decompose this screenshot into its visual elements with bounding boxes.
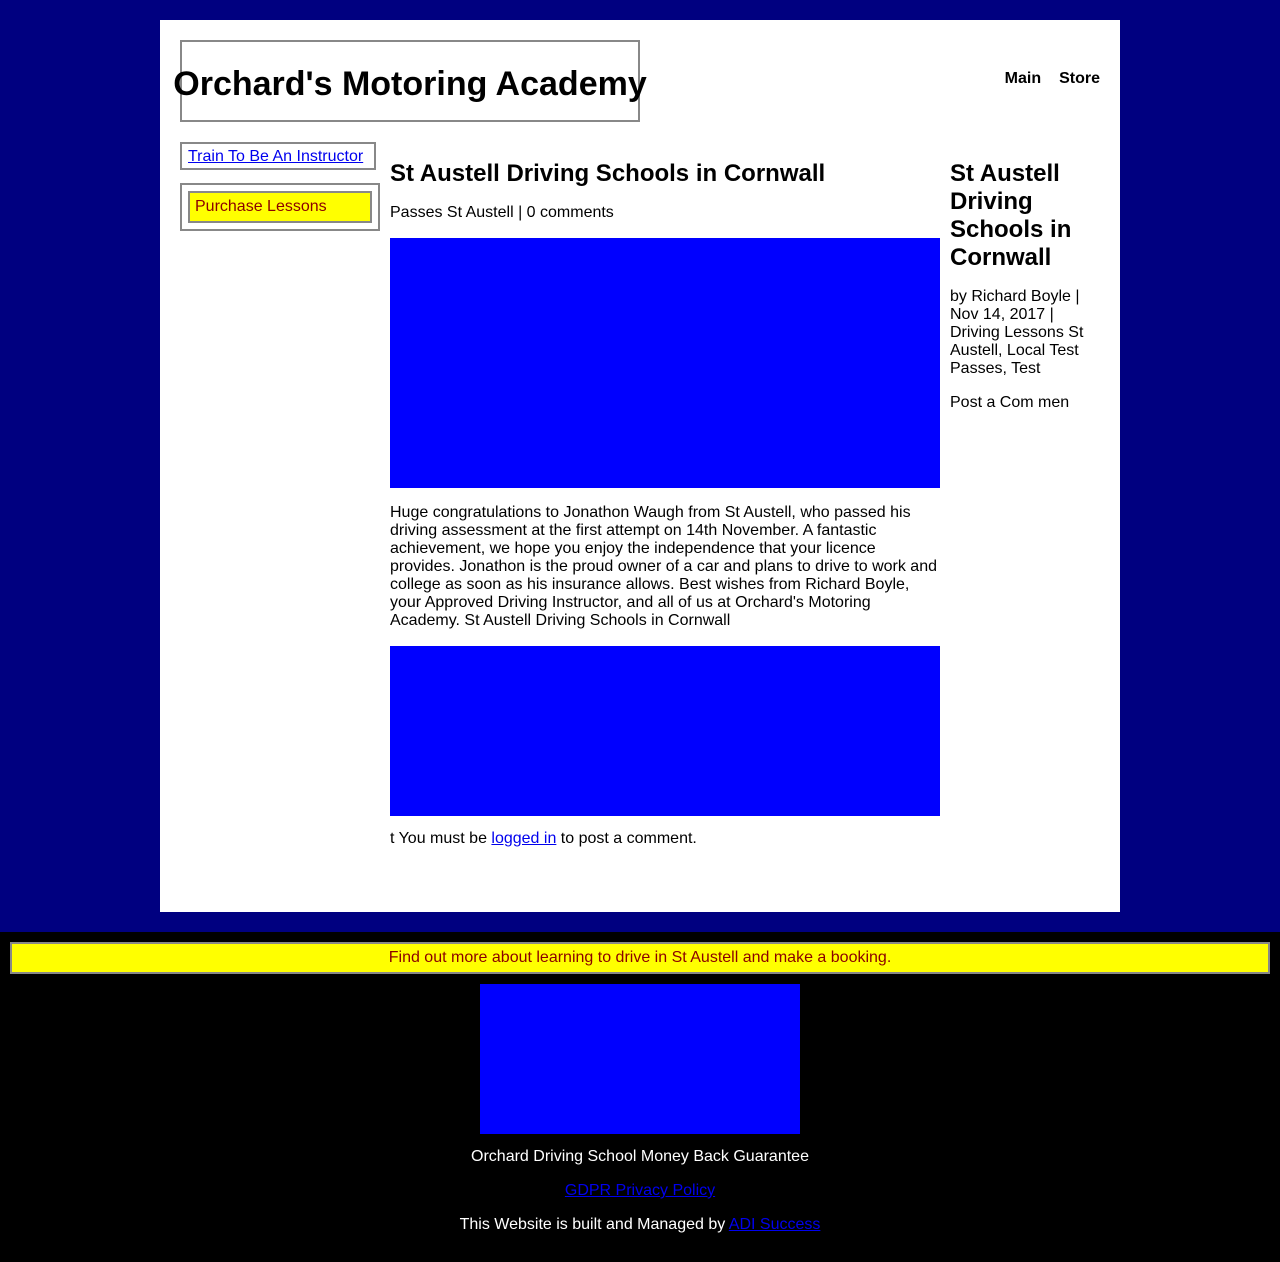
footer (0, 932, 1280, 1262)
footer-image (480, 984, 800, 1134)
nav-main-link[interactable]: Main (1004, 70, 1042, 87)
top-nav (1005, 70, 1100, 88)
comment-suffix: to post a comment. (556, 830, 697, 847)
nav-store-link[interactable]: Store (1059, 70, 1100, 87)
train-instructor-link[interactable]: Train To Be An Instructor (188, 148, 364, 165)
article-image-2 (390, 646, 940, 816)
article-image-1 (390, 238, 940, 488)
login-link[interactable]: logged in (491, 830, 557, 847)
aside (950, 160, 1102, 428)
booking-banner[interactable]: Find out more about learning to drive in St Austell and make a booking. (10, 942, 1270, 974)
article (390, 160, 940, 848)
guarantee-text: Orchard Driving School Money Back Guarantee (471, 1148, 809, 1165)
adi-success-link[interactable]: ADI Success (728, 1216, 821, 1233)
privacy-line (0, 1182, 1280, 1200)
aside-title: St Austell Driving Schools in Cornwall (950, 160, 1072, 271)
aside-byline: by Richard Boyle | Nov 14, 2017 | Driving Lessons St Austell, Local Test Passes, Test (950, 288, 1084, 377)
privacy-policy-link[interactable]: GDPR Privacy Policy (564, 1182, 716, 1199)
article-meta: Passes St Austell | 0 comments (390, 204, 614, 221)
comment-prefix: t You must be (390, 830, 492, 847)
built-by-prefix: This Website is built and Managed by (459, 1216, 729, 1233)
main-container (160, 20, 1120, 912)
article-body: Huge congratulations to Jonathon Waugh from St Austell, who passed his driving assessment at the first attempt on 14th November. A fantastic achievement, we hope you enjoy the independence that your licence provides. Jonathon is the proud owner of a car and plans to drive to work and college as soon as his insurance allows. Best wishes from Richard Boyle, your Approved Driving Instructor, and all of us at Orchard's Motoring Academy. St Austell Driving Schools in Cornwall (390, 504, 937, 629)
purchase-lessons-button[interactable]: Purchase Lessons (188, 191, 372, 223)
site-title: Orchard's Motoring Academy (173, 64, 647, 103)
sidebar-train-box (180, 142, 376, 170)
sidebar-purchase-box (180, 183, 380, 231)
comment-notice (390, 830, 940, 848)
site-title-box (173, 40, 647, 122)
aside-post-comment: Post a Com men (950, 394, 1070, 411)
built-by-line (0, 1216, 1280, 1234)
article-title: St Austell Driving Schools in Cornwall (390, 160, 826, 187)
